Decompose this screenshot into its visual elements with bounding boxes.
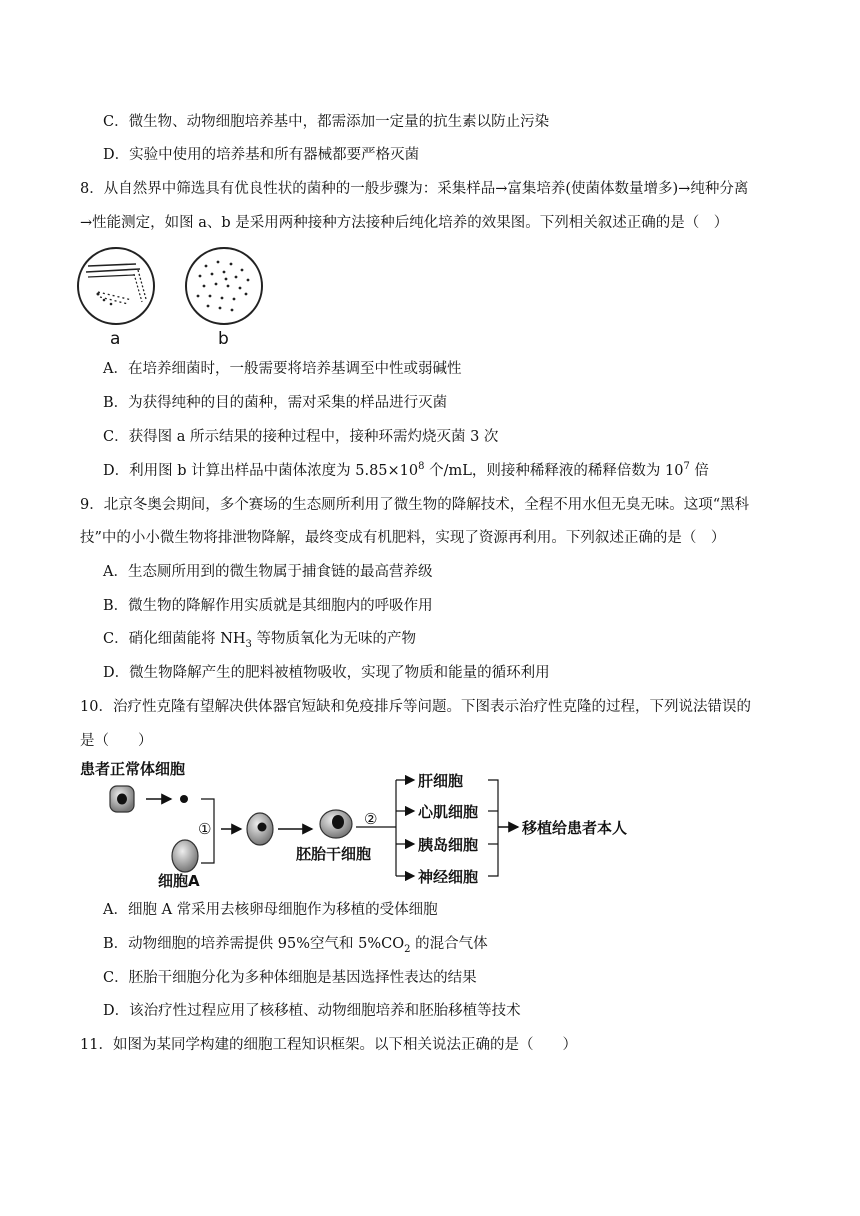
output-liver-cell: 肝细胞 — [418, 772, 464, 790]
q11-stem: 11．如图为某同学构建的细胞工程知识框架。以下相关说法正确的是（ ） — [80, 1037, 577, 1053]
q8-option-a: A．在培养细菌时，一般需要将培养基调至中性或弱碱性 — [103, 361, 462, 377]
figure-label-a: a — [110, 329, 121, 348]
q10-therapeutic-cloning-diagram — [76, 758, 676, 892]
step-1-label: ① — [198, 820, 212, 838]
q8-option-c: C．获得图 a 所示结果的接种过程中，接种环需灼烧灭菌 3 次 — [103, 429, 499, 445]
output-nerve-cell: 神经细胞 — [418, 868, 479, 886]
petri-dish-b — [186, 248, 262, 324]
patient-somatic-cell-icon — [110, 786, 134, 812]
output-cardiac-cell: 心肌细胞 — [418, 803, 479, 821]
q7-option-d: D．实验中使用的培养基和所有器械都要严格灭菌 — [103, 147, 420, 163]
q8-option-d: D．利用图 b 计算出样品中菌体浓度为 $5.85\times 10^8$ 个/mL，则接种稀释液的稀释倍数为 $10^7$ 倍 — [103, 461, 709, 479]
embryonic-stem-cell-icon — [320, 810, 352, 838]
figure-label-b: b — [218, 329, 229, 348]
q10-option-c: C．胚胎干细胞分化为多种体细胞是基因选择性表达的结果 — [103, 970, 477, 986]
q9-stem-line2: 技”中的小小微生物将排泄物降解，最终变成有机肥料，实现了资源再利用。下列叙述正确的是（ ） — [80, 530, 726, 546]
step-2-label: ② — [364, 810, 378, 828]
q10-option-a: A．细胞 A 常采用去核卵母细胞作为移植的受体细胞 — [103, 902, 438, 918]
q9-option-b: B．微生物的降解作用实质就是其细胞内的呼吸作用 — [103, 598, 433, 614]
q8-petri-dish-figure — [76, 244, 276, 348]
q9-option-a: A．生态厕所用到的微生物属于捕食链的最高营养级 — [103, 564, 433, 580]
cell-a-icon — [172, 840, 198, 872]
q9-option-d: D．微生物降解产生的肥料被植物吸收，实现了物质和能量的循环利用 — [103, 665, 550, 681]
q8-stem-line2: →性能测定，如图 a、b 是采用两种接种方法接种后纯化培养的效果图。下列相关叙述正确的是（ ） — [80, 215, 729, 231]
q10-stem-line2: 是（ ） — [80, 733, 153, 749]
q8-option-b: B．为获得纯种的目的菌种，需对采集的样品进行灭菌 — [103, 395, 448, 411]
cell-a-label: 细胞A — [158, 872, 200, 890]
petri-dish-a — [78, 248, 154, 324]
patient-cell-label: 患者正常体细胞 — [80, 760, 186, 778]
q10-option-b: B．动物细胞的培养需提供 95%空气和 $5\%CO_2$ 的混合气体 — [103, 936, 488, 955]
q9-option-c: C．硝化细菌能将 $NH_3$ 等物质氧化为无味的产物 — [103, 631, 417, 650]
q10-option-d: D．该治疗性过程应用了核移植、动物细胞培养和胚胎移植等技术 — [103, 1003, 521, 1019]
nucleus-icon — [180, 795, 188, 803]
transplant-label: 移植给患者本人 — [522, 819, 628, 837]
reconstructed-cell-icon — [247, 813, 273, 845]
q10-stem-line1: 10．治疗性克隆有望解决供体器官短缺和免疫排斥等问题。下图表示治疗性克隆的过程，下列说法错误的 — [80, 699, 751, 715]
q9-stem-line1: 9．北京冬奥会期间，多个赛场的生态厕所利用了微生物的降解技术，全程不用水但无臭无味。这项“黑科 — [80, 497, 750, 513]
stem-cell-label: 胚胎干细胞 — [296, 845, 372, 863]
q8-stem-line1: 8．从自然界中筛选具有优良性状的菌种的一般步骤为：采集样品→富集培养(使菌体数量增多)→纯种分离 — [80, 181, 749, 197]
q7-option-c: C．微生物、动物细胞培养基中，都需添加一定量的抗生素以防止污染 — [103, 114, 550, 130]
output-islet-cell: 胰岛细胞 — [418, 836, 479, 854]
